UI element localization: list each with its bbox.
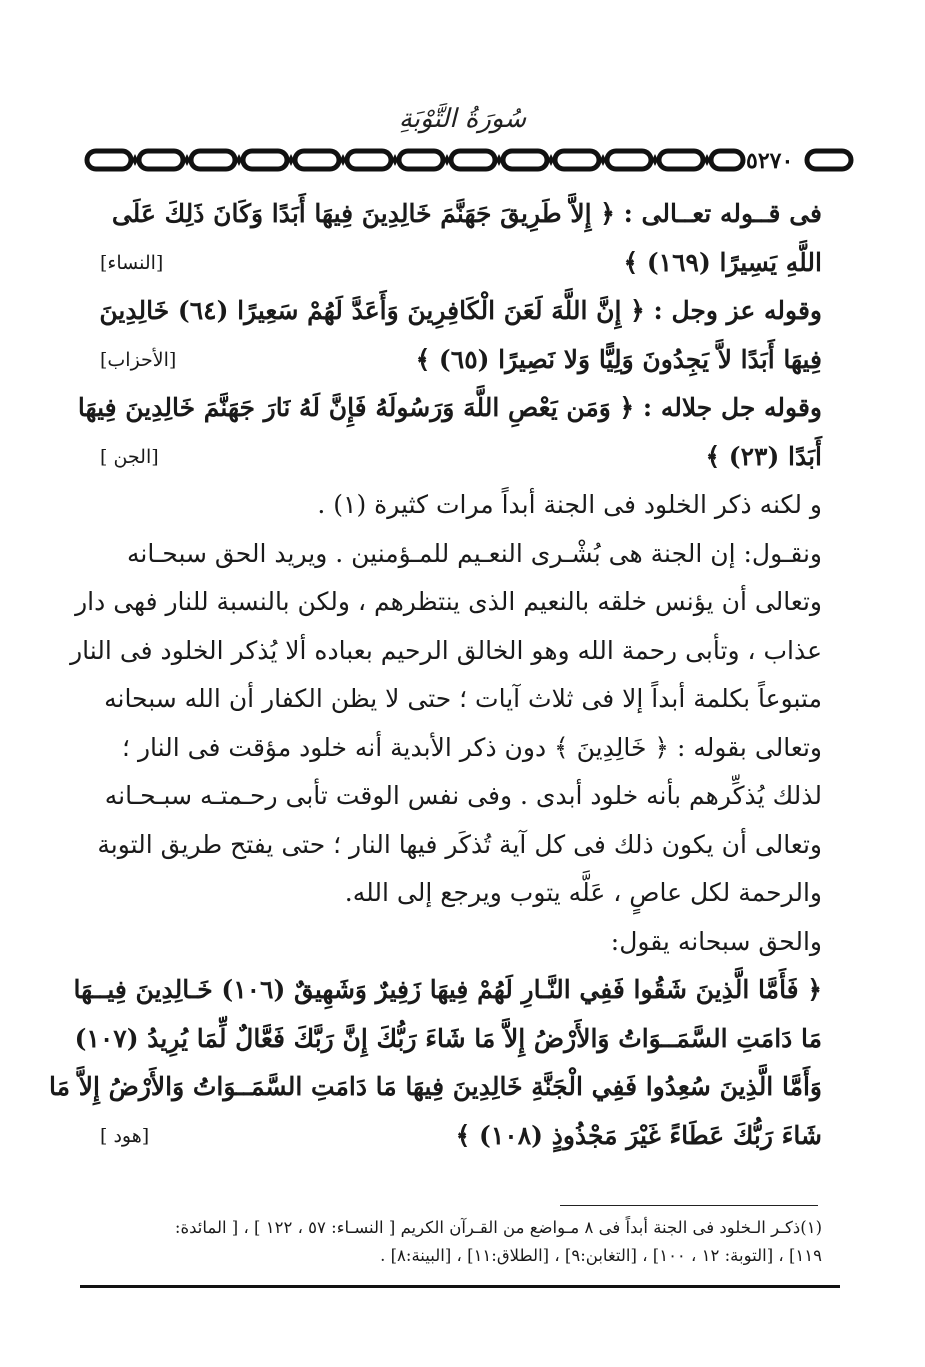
verse-reference: [الجن ] bbox=[100, 445, 159, 468]
surah-title: سُورَةُ التَّوْبَةِ bbox=[398, 104, 527, 134]
bottom-divider bbox=[80, 1285, 840, 1288]
footnote-divider bbox=[560, 1205, 818, 1206]
text-line: والحق سبحانه يقول: bbox=[610, 926, 822, 956]
decorative-chain-border bbox=[85, 144, 855, 180]
text-line: وقوله عز وجل : ﴿ إِنَّ اللَّهَ لَعَنَ الْكَافِرِينَ وَأَعَدَّ لَهُمْ سَعِيرًا (٦٤) خَالِدِينَ bbox=[99, 296, 822, 325]
page-number: ٥٢٧٠ bbox=[746, 148, 794, 174]
text-line: وتعالى أن يكون ذلك فى كل آية تُذكَر فيها النار ؛ حتى يفتح طريق التوبة bbox=[97, 829, 822, 859]
text-line: وَأَمَّا الَّذِينَ سُعِدُوا فَفِي الْجَنَّةِ خَالِدِينَ فِيهَا مَا دَامَتِ السَّمَــوَاتُ وَالأَرْضُ إِلاَّ مَا bbox=[49, 1072, 822, 1101]
text-line: وقوله جل جلاله : ﴿ وَمَن يَعْصِ اللَّهَ وَرَسُولَهُ فَإِنَّ لَهُ نَارَ جَهَنَّمَ خَالِدِينَ فِيهَا bbox=[77, 393, 822, 422]
text-line: عذاب ، وتأبى رحمة الله وهو الخالق الرحيم بعباده ألا يُذكر الخلود فى النار bbox=[70, 635, 822, 665]
footnote-line: ١١٩] ، [التوبة: ١٢ ، ١٠٠] ، [التغابن:٩] ، [الطلاق:١١] ، [البينة:٨] . bbox=[380, 1246, 822, 1265]
footnote bbox=[100, 1214, 822, 1270]
text-line: ﴿ فَأَمَّا الَّذِينَ شَقُوا فَفِي النَّـارِ لَهُمْ فِيهَا زَفِيرٌ وَشَهِيقٌ (١٠٦) خَـالِدِينَ فِيــهَا bbox=[73, 975, 822, 1004]
footnote-line: (١)ذكـر الـخلود فى الجنة أبداً فى ٨ مـواضع من القـرآن الكريم [ النسـاء: ٥٧ ، ١٢٢ ] ، [ المائدة: bbox=[174, 1218, 822, 1237]
text-line: ونقـول: إن الجنة هى بُشْـرى النعـيم للمـؤمنين . ويريد الحق سبحـانه bbox=[127, 538, 822, 568]
text-line: لذلك يُذكِّرهم بأنه خلود أبدى . وفى نفس الوقت تأبى رحـمتـه سبـحـانه bbox=[104, 781, 822, 810]
body-text bbox=[49, 190, 822, 1160]
text-line: مَا دَامَتِ السَّمَــوَاتُ وَالأَرْضُ إِلاَّ مَا شَاءَ رَبُّكَ إِنَّ رَبَّكَ فَعَّالٌ لِّمَا يُرِيدُ (١٠٧) bbox=[74, 1023, 822, 1053]
text-line: فى قــوله تعــالى : ﴿ إِلاَّ طَرِيقَ جَهَنَّمَ خَالِدِينَ فِيهَا أَبَدًا وَكَانَ ذَلِكَ عَلَى bbox=[111, 199, 822, 228]
verse-reference: [هود ] bbox=[100, 1124, 150, 1147]
text-line: والرحمة لكل عاصٍ ، عَلَّه يتوب ويرجع إلى الله. bbox=[344, 878, 822, 907]
text-line: وتعالى أن يؤنس خلقه بالنعيم الذى ينتظرهم ، ولكن بالنسبة للنار فهى دار bbox=[75, 587, 822, 616]
text-line: فِيهَا أَبَدًا لاَّ يَجِدُونَ وَلِيًّا وَلا نَصِيرًا (٦٥) ﴾ [الأحزاب] bbox=[100, 336, 822, 385]
verse-reference: [الأحزاب] bbox=[100, 348, 177, 371]
text-line: اللَّهِ يَسِيرًا (١٦٩) ﴾ [النساء] bbox=[100, 239, 822, 288]
text-line: أَبَدًا (٢٣) ﴾ [الجن ] bbox=[100, 433, 822, 482]
verse-reference: [النساء] bbox=[100, 251, 164, 274]
text-line: و لكنه ذكر الخلود فى الجنة أبداً مرات كثيرة (١) . bbox=[317, 490, 822, 519]
text-line: وتعالى بقوله : ﴿ خَالِدِينَ ﴾ دون ذكر الأبدية أنه خلود مؤقت فى النار ؛ bbox=[122, 732, 822, 762]
text-line: متبوعاً بكلمة أبداً إلا فى ثلاث آيات ؛ حتى لا يظن الكفار أن الله سبحانه bbox=[104, 684, 822, 713]
text-line: شَاءَ رَبُّكَ عَطَاءً غَيْرَ مَجْذُوذٍ (١٠٨) ﴾ [هود ] bbox=[100, 1112, 822, 1161]
